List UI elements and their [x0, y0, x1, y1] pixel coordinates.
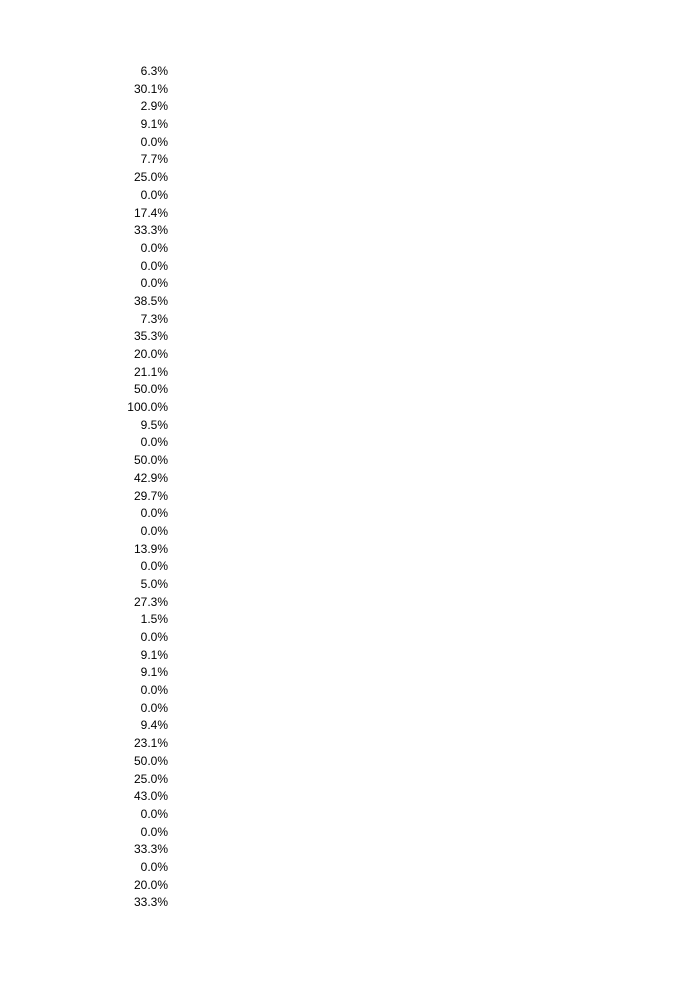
percentage-cell: 2.9%: [140, 99, 168, 114]
percentage-cell: 20.0%: [133, 347, 168, 361]
percentage-column: [100, 63, 168, 912]
percentage-cell: 9.5%: [140, 417, 168, 432]
percentage-cell: 0.0%: [140, 240, 168, 255]
percentage-cell: 0.0%: [140, 700, 168, 715]
percentage-cell: 0.0%: [140, 824, 168, 839]
percentage-cell: 33.3%: [133, 223, 168, 238]
percentage-cell: 0.0%: [140, 683, 168, 698]
percentage-cell: 25.0%: [133, 771, 168, 786]
percentage-cell: 9.1%: [140, 117, 168, 132]
percentage-cell: 0.0%: [140, 806, 168, 821]
percentage-cell: 17.4%: [133, 205, 168, 220]
percentage-cell: 25.0%: [133, 170, 168, 185]
percentage-cell: 38.5%: [133, 293, 168, 308]
percentage-cell: 20.0%: [133, 877, 168, 892]
percentage-cell: 42.9%: [133, 470, 168, 485]
percentage-cell: 43.0%: [133, 789, 168, 804]
percentage-cell: 100.0%: [127, 400, 168, 415]
percentage-cell: 0.0%: [140, 258, 168, 273]
percentage-cell: 7.7%: [140, 152, 168, 167]
percentage-cell: 29.7%: [133, 488, 168, 503]
percentage-cell: 0.0%: [140, 523, 168, 538]
percentage-cell: 1.5%: [140, 612, 168, 627]
percentage-cell: 50.0%: [133, 382, 168, 397]
percentage-cell: 0.0%: [140, 187, 168, 202]
percentage-cell: 0.0%: [140, 435, 168, 450]
percentage-cell: 0.0%: [140, 859, 168, 874]
percentage-cell: 0.0%: [140, 506, 168, 521]
percentage-cell: 0.0%: [140, 559, 168, 574]
percentage-cell: 9.4%: [140, 718, 168, 733]
percentage-cell: 13.9%: [133, 541, 168, 556]
percentage-cell: 9.1%: [140, 647, 168, 662]
percentage-cell: 27.3%: [133, 594, 168, 609]
percentage-cell: 7.3%: [140, 311, 168, 326]
percentage-cell: 5.0%: [140, 576, 168, 591]
percentage-cell: 9.1%: [140, 665, 168, 680]
percentage-cell: 50.0%: [133, 453, 168, 468]
percentage-cell: 33.3%: [133, 895, 168, 910]
percentage-cell: 23.1%: [133, 736, 168, 751]
percentage-cell: 0.0%: [140, 276, 168, 291]
percentage-cell: 50.0%: [133, 753, 168, 768]
percentage-cell: 0.0%: [140, 630, 168, 644]
percentage-cell: 33.3%: [133, 842, 168, 857]
percentage-cell: 0.0%: [140, 134, 168, 149]
percentage-cell: 30.1%: [133, 81, 168, 96]
percentage-cell: 35.3%: [133, 329, 168, 344]
percentage-cell: 21.1%: [133, 364, 168, 379]
percentage-cell: 6.3%: [140, 64, 168, 78]
